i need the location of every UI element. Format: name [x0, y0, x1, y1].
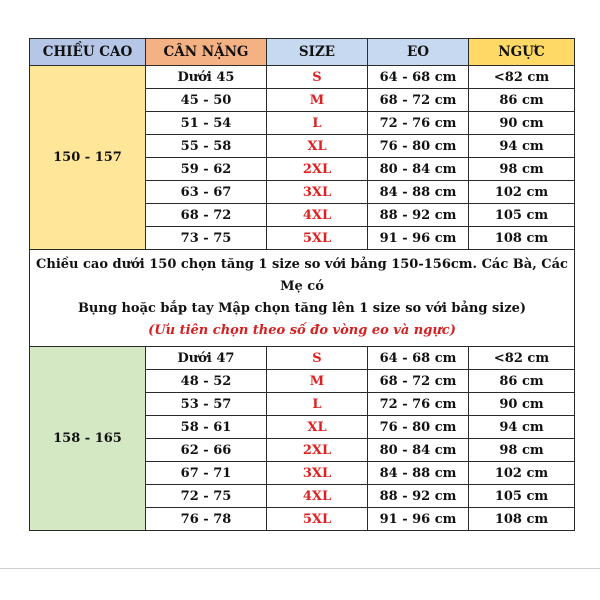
size-cell: 5XL — [267, 508, 368, 531]
size-cell: XL — [267, 416, 368, 439]
size-cell: S — [267, 347, 368, 370]
size-cell: 3XL — [267, 462, 368, 485]
waist-cell: 72 - 76 cm — [368, 393, 469, 416]
bust-cell: 98 cm — [469, 158, 575, 181]
waist-cell: 64 - 68 cm — [368, 347, 469, 370]
note-cell — [30, 250, 575, 347]
waist-cell: 91 - 96 cm — [368, 508, 469, 531]
weight-cell: 45 - 50 — [146, 89, 267, 112]
divider-line — [0, 568, 600, 569]
waist-cell: 88 - 92 cm — [368, 485, 469, 508]
weight-cell: 59 - 62 — [146, 158, 267, 181]
waist-cell: 88 - 92 cm — [368, 204, 469, 227]
weight-cell: Dưới 47 — [146, 347, 267, 370]
size-cell: S — [267, 66, 368, 89]
table-row — [30, 347, 575, 370]
size-cell: XL — [267, 135, 368, 158]
weight-cell: Dưới 45 — [146, 66, 267, 89]
waist-cell: 84 - 88 cm — [368, 181, 469, 204]
waist-cell: 84 - 88 cm — [368, 462, 469, 485]
weight-cell: 76 - 78 — [146, 508, 267, 531]
bust-cell: 94 cm — [469, 135, 575, 158]
bust-cell: 102 cm — [469, 462, 575, 485]
note-body — [30, 250, 575, 347]
waist-cell: 68 - 72 cm — [368, 89, 469, 112]
weight-cell: 55 - 58 — [146, 135, 267, 158]
table-row — [30, 66, 575, 89]
waist-cell: 91 - 96 cm — [368, 227, 469, 250]
waist-cell: 76 - 80 cm — [368, 416, 469, 439]
waist-cell: 80 - 84 cm — [368, 158, 469, 181]
group1-height: 150 - 157 — [30, 66, 146, 250]
note-line-2: Bụng hoặc bắp tay Mập chọn tăng lên 1 size so với bảng size) — [77, 301, 527, 316]
bust-cell: <82 cm — [469, 347, 575, 370]
size-cell: 2XL — [267, 439, 368, 462]
note-line-1: Chiều cao dưới 150 chọn tăng 1 size so với bảng 150-156cm. Các Bà, Các Mẹ có — [36, 257, 568, 294]
bust-cell: <82 cm — [469, 66, 575, 89]
size-cell: 2XL — [267, 158, 368, 181]
weight-cell: 51 - 54 — [146, 112, 267, 135]
size-cell: M — [267, 370, 368, 393]
bust-cell: 102 cm — [469, 181, 575, 204]
header-weight: CÂN NẶNG — [146, 39, 267, 66]
weight-cell: 48 - 52 — [146, 370, 267, 393]
bust-cell: 105 cm — [469, 204, 575, 227]
group1-body — [30, 66, 575, 250]
weight-cell: 72 - 75 — [146, 485, 267, 508]
size-cell: 3XL — [267, 181, 368, 204]
weight-cell: 63 - 67 — [146, 181, 267, 204]
header-waist: EO — [368, 39, 469, 66]
weight-cell: 53 - 57 — [146, 393, 267, 416]
bust-cell: 90 cm — [469, 393, 575, 416]
header-row — [30, 39, 575, 66]
size-cell: 5XL — [267, 227, 368, 250]
bust-cell: 90 cm — [469, 112, 575, 135]
waist-cell: 68 - 72 cm — [368, 370, 469, 393]
waist-cell: 72 - 76 cm — [368, 112, 469, 135]
weight-cell: 73 - 75 — [146, 227, 267, 250]
size-cell: 4XL — [267, 204, 368, 227]
note-line-3: (Ưu tiên chọn theo số đo vòng eo và ngực) — [148, 323, 456, 338]
bust-cell: 105 cm — [469, 485, 575, 508]
weight-cell: 62 - 66 — [146, 439, 267, 462]
bust-cell: 86 cm — [469, 89, 575, 112]
size-cell: L — [267, 393, 368, 416]
size-cell: M — [267, 89, 368, 112]
weight-cell: 58 - 61 — [146, 416, 267, 439]
group2-height: 158 - 165 — [30, 347, 146, 531]
size-table — [29, 38, 575, 531]
size-cell: L — [267, 112, 368, 135]
bust-cell: 94 cm — [469, 416, 575, 439]
header-size: SIZE — [267, 39, 368, 66]
bust-cell: 108 cm — [469, 227, 575, 250]
size-cell: 4XL — [267, 485, 368, 508]
header-bust: NGỰC — [469, 39, 575, 66]
group2-body — [30, 347, 575, 531]
header-height: CHIỀU CAO — [30, 39, 146, 66]
waist-cell: 76 - 80 cm — [368, 135, 469, 158]
bust-cell: 108 cm — [469, 508, 575, 531]
waist-cell: 64 - 68 cm — [368, 66, 469, 89]
waist-cell: 80 - 84 cm — [368, 439, 469, 462]
size-chart — [29, 38, 574, 531]
weight-cell: 67 - 71 — [146, 462, 267, 485]
note-row — [30, 250, 575, 347]
weight-cell: 68 - 72 — [146, 204, 267, 227]
bust-cell: 98 cm — [469, 439, 575, 462]
bust-cell: 86 cm — [469, 370, 575, 393]
